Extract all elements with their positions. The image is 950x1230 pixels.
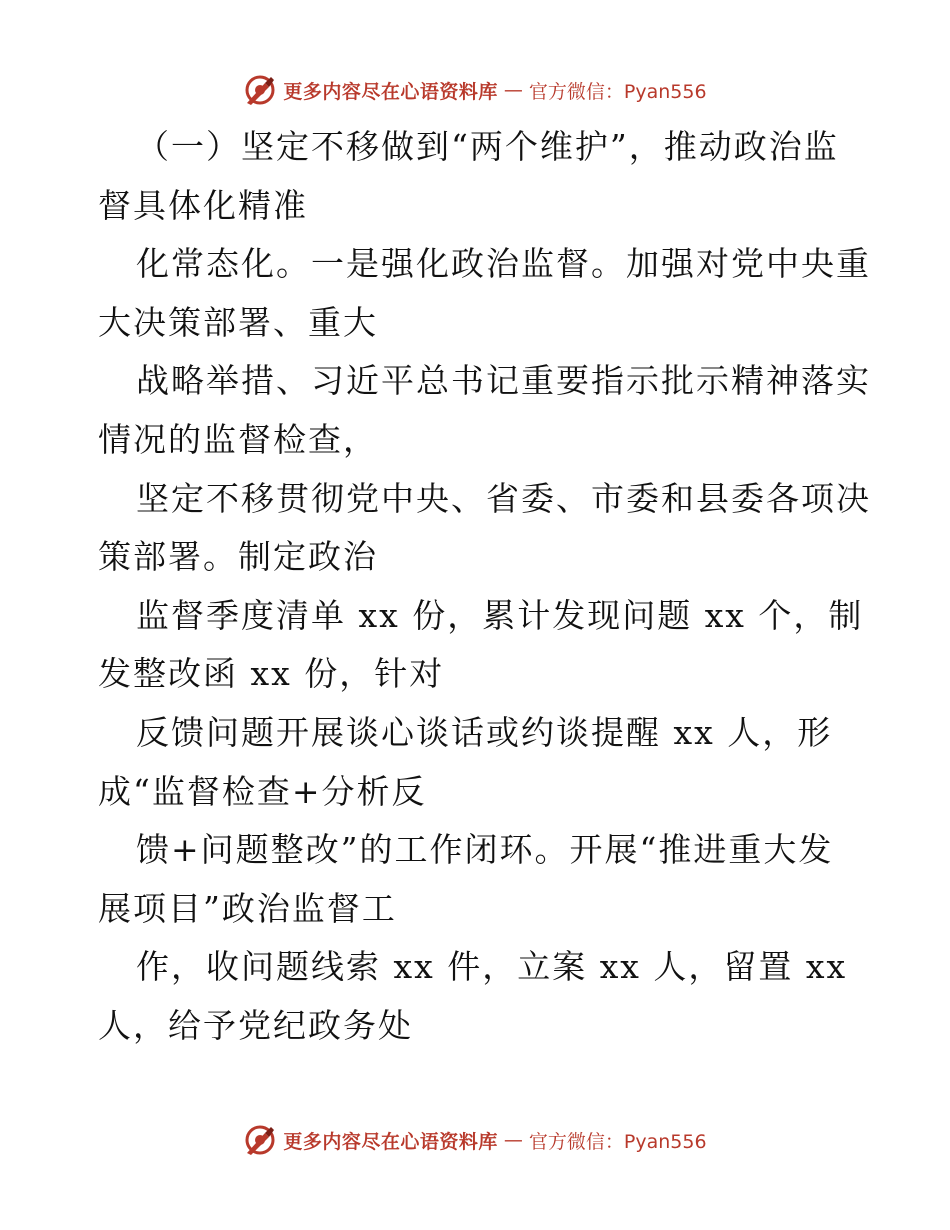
paragraph-line: 化常态化。一是强化政治监督。加强对党中央重 bbox=[136, 244, 871, 284]
paragraph-line: 作，收问题线索 xx 件，立案 xx 人，留置 xx bbox=[136, 947, 848, 987]
footer-banner bbox=[0, 1120, 950, 1160]
document-body bbox=[98, 118, 871, 1056]
footer-banner-content bbox=[243, 1123, 706, 1157]
paragraph-line: 督具体化精准 bbox=[98, 185, 308, 225]
paragraph-line: 展项目”政治监督工 bbox=[98, 888, 397, 928]
pen-logo-icon bbox=[243, 73, 277, 107]
paragraph-line: 人，给予党纪政务处 bbox=[98, 1005, 413, 1045]
paragraph-line: 坚定不移贯彻党中央、省委、市委和县委各项决 bbox=[136, 478, 871, 518]
header-banner-content bbox=[243, 73, 706, 107]
paragraph-line: 大决策部署、重大 bbox=[98, 302, 378, 342]
paragraph-line: 发整改函 xx 份，针对 bbox=[98, 654, 445, 694]
header-banner bbox=[0, 70, 950, 110]
header-banner-contact: 官方微信：Pyan556 bbox=[528, 80, 707, 103]
paragraph-line: 战略举措、习近平总书记重要指示批示精神落实 bbox=[136, 361, 871, 401]
paragraph-line: 监督季度清单 xx 份，累计发现问题 xx 个，制 bbox=[136, 595, 864, 635]
paragraph-line: 情况的监督检查， bbox=[98, 419, 378, 459]
footer-banner-text: 更多内容尽在心语资料库 bbox=[283, 1130, 498, 1153]
paragraph-line: （一）坚定不移做到“两个维护”，推动政治监 bbox=[136, 127, 839, 166]
header-banner-text: 更多内容尽在心语资料库 bbox=[283, 80, 498, 103]
header-banner-dash: — bbox=[503, 79, 523, 101]
pen-logo-icon bbox=[243, 1123, 277, 1157]
footer-banner-contact: 官方微信：Pyan556 bbox=[528, 1130, 707, 1153]
paragraph-line: 策部署。制定政治 bbox=[98, 537, 378, 577]
paragraph-line: 成“监督检查+分析反 bbox=[98, 771, 427, 811]
paragraph-line: 反馈问题开展谈心谈话或约谈提醒 xx 人，形 bbox=[136, 712, 833, 752]
paragraph-line: 馈+问题整改”的工作闭环。开展“推进重大发 bbox=[136, 830, 834, 870]
footer-banner-dash: — bbox=[503, 1129, 523, 1151]
